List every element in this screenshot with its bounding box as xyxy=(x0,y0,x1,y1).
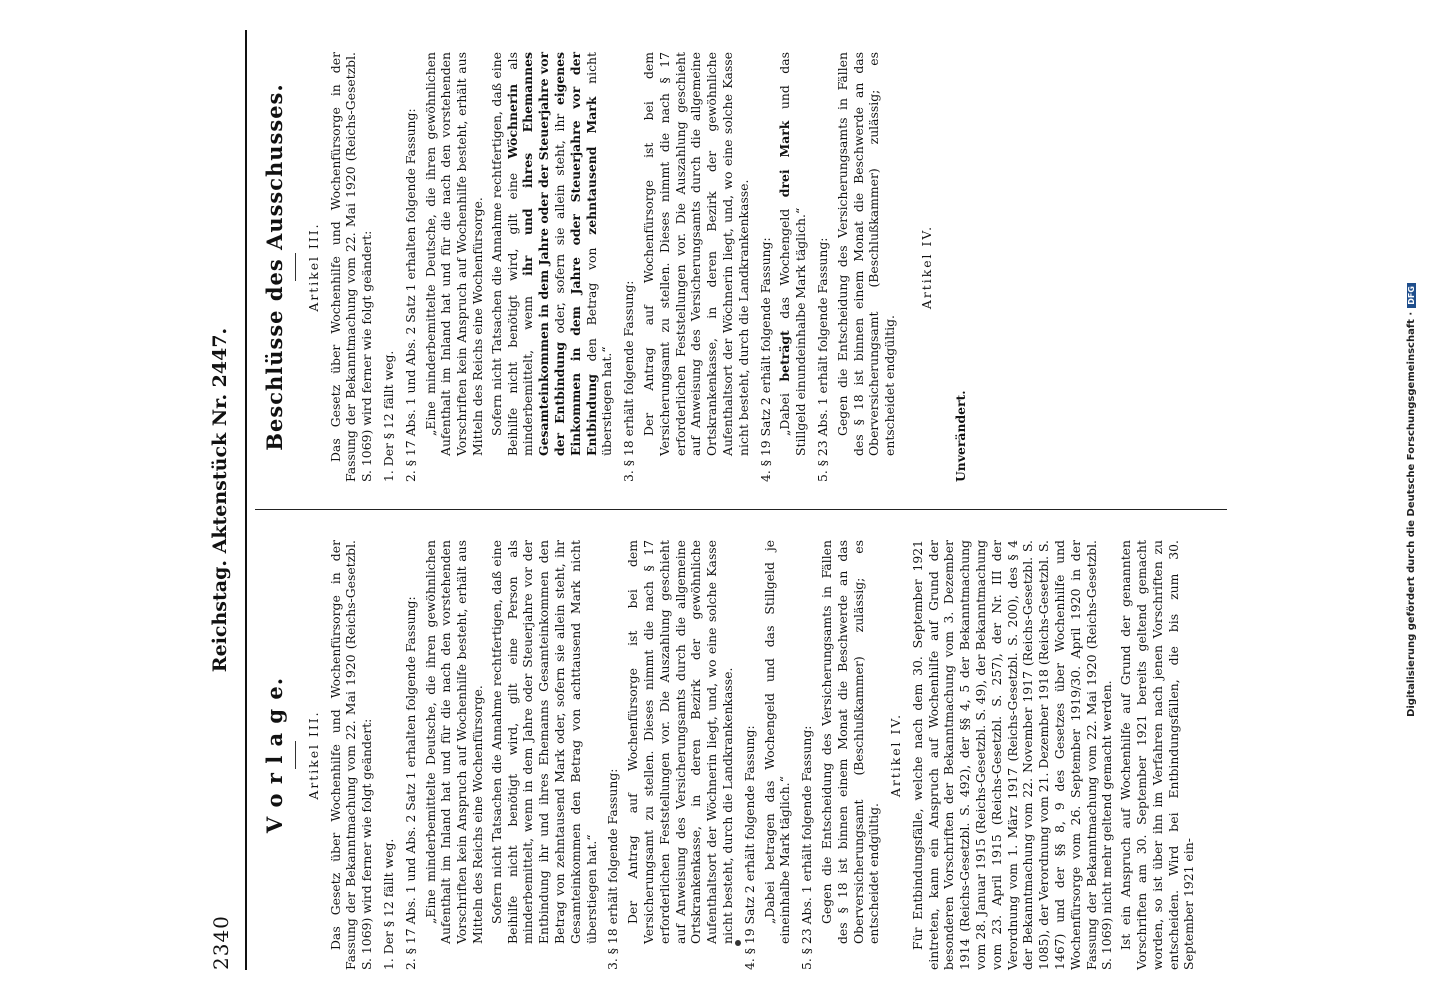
quote-text: nicht überstiegen hat.“ xyxy=(583,52,615,456)
page-header xyxy=(207,30,241,970)
left-article-4-paragraph-2: Ist ein Anspruch auf Wochenhilfe auf Grund der genannten Vorschriften am 30. September 1921 bereits geltend gemacht worden, so ist über ihn im Verfahren nach jenen Vorschriften zu entscheiden. Wird bei Entbindungsfällen, die bis zum 30. September 1921 ein- xyxy=(1118,540,1197,970)
left-article-3-intro: Das Gesetz über Wochenhilfe und Wochenfürsorge in der Fassung der Bekanntmachung vom 22. Mai 1920 (Reichs-Gesetzbl. S. 1069) wird ferner wie folgt geändert: xyxy=(327,540,375,970)
dfg-logo: DFG xyxy=(1407,283,1416,308)
left-item-2: 2. § 17 Abs. 1 und Abs. 2 Satz 1 erhalten folgende Fassung: xyxy=(402,596,418,970)
left-item-1: 1. Der § 12 fällt weg. xyxy=(380,838,396,970)
right-column-title: Beschlüsse des Ausschusses. xyxy=(262,83,287,451)
quote-text: das Wochengeld xyxy=(777,197,793,331)
column-divider xyxy=(255,509,1227,510)
right-quote-3: Der Antrag auf Wochenfürsorge ist bei dem Versicherungsamt zu stellen. Dieses nimmt die nach § 17 erforderlichen Feststellungen vor. Die Auszahlung geschieht auf Anweisung des Versicherungsamts durch die allgemeine Ortskrankenkasse, in deren Bezirk der gewöhnliche Aufenthaltsort der Wöchnerin liegt, und, wo eine solche Kasse nicht besteht, durch die Landkrankenkasse. xyxy=(640,52,751,456)
right-quote-4 xyxy=(777,52,809,482)
right-item-5: 5. § 23 Abs. 1 erhält folgende Fassung: xyxy=(814,237,830,482)
running-title: Reichstag. Aktenstück Nr. 2447. xyxy=(209,327,231,673)
emphasis-text: beträgt xyxy=(777,330,793,382)
quote-text: oder, sofern sie allein steht, ihr xyxy=(551,105,567,342)
emphasis-text: Wöchnerin xyxy=(504,83,520,159)
left-quote-3: Der Antrag auf Wochenfürsorge ist bei dem Versicherungsamt zu stellen. Dieses nimmt die nach § 17 erforderlichen Feststellungen vor. Die Auszahlung geschieht auf Anweisung des Versicherungsamts durch die allgemeine Ortskrankenkasse, in deren Bezirk der gewöhnliche Aufenthaltsort der Wöchnerin liegt, und, wo eine solche Kasse nicht besteht, durch die Landkrankenkasse. xyxy=(625,540,735,944)
credit-text: Digitalisierung gefördert durch die Deutsche Forschungsgemeinschaft · xyxy=(1406,311,1417,717)
emphasis-text: zehntausend Mark xyxy=(583,96,599,235)
quote-text: den Betrag von xyxy=(583,234,599,375)
right-quote-1: „Eine minderbemittelte Deutsche, die ihren gewöhnlichen Aufenthalt im Inland hat und für die nach den vorstehenden Vorschriften kein Anspruch auf Wochenhilfe besteht, erhält aus Mitteln des Reichs eine Wochenfürsorge. xyxy=(422,52,485,456)
quote-text: Sofern nicht Tatsachen die Annahme rechtfertigen, daß eine Beihilfe nicht benötigt wird, gilt eine xyxy=(488,52,520,456)
title-separator xyxy=(295,253,296,281)
header-rule xyxy=(245,30,247,970)
left-article-4-paragraph-1: Für Entbindungsfälle, welche nach dem 30. September 1921 eintreten, kann ein Anspruch auf Wochenhilfe auf Grund der besonderen Vorschriften der Bekanntmachung vom 3. Dezember 1914 (Reichs-Gesetzbl. S. 492), der §§ 4, 5 der Bekanntmachung vom 28. Januar 1915 (Reichs-Gesetzbl. S. 49), der Bekanntmachung vom 23. April 1915 (Reichs-Gesetzbl. S. 257), der Nr. III der Verordnung vom 1. März 1917 (Reichs-Gesetzbl. S. 200), des § 4 der Bekanntmachung vom 22. November 1917 (Reichs-Gesetzbl. S. 1085), der Verordnung vom 21. Dezember 1918 (Reichs-Gesetzbl. S. 1467) und der §§ 8, 9 des Gesetzes über Wochenhilfe und Wochenfürsorge vom 26. September 1919/30. April 1920 in der Fassung der Bekanntmachung vom 22. Mai 1920 (Reichs-Gesetzbl. S. 1069) nicht mehr geltend gemacht werden. xyxy=(909,540,1115,970)
left-article-4-heading: Artikel IV. xyxy=(888,712,904,798)
left-quote-2: Sofern nicht Tatsachen die Annahme rechtfertigen, daß eine Beihilfe nicht benötigt wird, gilt eine Person als minderbemittelt, wenn in dem Jahre oder Steuerjahre vor der Entbindung ihr und ihres Ehemanns Gesamteinkommen den Betrag von zehntausend Mark oder, sofern sie allein steht, ihr Gesamteinkommen den Betrag von achttausend Mark nicht überstiegen hat.“ xyxy=(488,540,599,944)
left-article-3-heading: Artikel III. xyxy=(305,710,321,800)
left-item-3: 3. § 18 erhält folgende Fassung: xyxy=(605,768,621,970)
right-quote-2 xyxy=(489,52,615,482)
right-item-2: 2. § 17 Abs. 1 und Abs. 2 Satz 1 erhalten folgende Fassung: xyxy=(402,108,418,482)
left-quote-5: Gegen die Entscheidung des Versicherungsamts in Fällen des § 18 ist binnen einem Monat die Beschwerde an das Oberversicherungsamt (Beschlußkammer) zulässig; es entscheidet endgültig. xyxy=(818,540,882,944)
emphasis-text: drei Mark xyxy=(777,120,793,198)
right-item-1: 1. Der § 12 fällt weg. xyxy=(380,350,396,482)
digitization-credit xyxy=(1406,30,1422,970)
quote-text: „Dabei xyxy=(777,381,793,436)
emphasis-text: ihr und ihres Ehemannes Gesamteinkommen in dem Jahre oder der Steuerjahre vor der Entbindung xyxy=(520,52,567,456)
quote-text: und das Stillgeld einundeinhalbe Mark täglich.“ xyxy=(777,52,809,456)
left-item-5: 5. § 23 Abs. 1 erhält folgende Fassung: xyxy=(799,725,815,970)
left-quote-1: „Eine minderbemittelte Deutsche, die ihren gewöhnlichen Aufenthalt im Inland hat und für die nach den vorstehenden Vorschriften kein Anspruch auf Wochenhilfe besteht, erhält aus Mitteln des Reichs eine Wochenfürsorge. xyxy=(422,540,485,944)
title-separator xyxy=(295,741,296,769)
right-column xyxy=(263,52,971,482)
left-item-4: 4. § 19 Satz 2 erhält folgende Fassung: xyxy=(741,725,757,970)
right-article-4-text: Unverändert. xyxy=(952,390,968,482)
right-item-3: 3. § 18 erhält folgende Fassung: xyxy=(621,280,637,482)
left-quote-4: „Dabei betragen das Wochengeld und das Stillgeld je eineinhalbe Mark täglich.“ xyxy=(761,540,793,944)
page-number: 2340 xyxy=(209,915,233,970)
left-column-title: V o r l a g e. xyxy=(262,676,287,834)
right-quote-5: Gegen die Entscheidung des Versicherungsamts in Fällen des § 18 ist binnen einem Monat die Beschwerde an das Oberversicherungsamt (Beschlußkammer) zulässig; es entscheidet endgültig. xyxy=(834,52,898,456)
page-mark-dot xyxy=(735,940,741,946)
right-article-4-heading: Artikel IV. xyxy=(918,224,934,310)
right-article-3-intro: Das Gesetz über Wochenhilfe und Wochenfürsorge in der Fassung der Bekanntmachung vom 22. Mai 1920 (Reichs-Gesetzbl. S. 1069) wird ferner wie folgt geändert: xyxy=(327,52,375,482)
left-column xyxy=(263,540,1200,970)
right-article-3-heading: Artikel III. xyxy=(305,222,321,312)
document-page xyxy=(207,30,1227,970)
emphasis-text: eigenes Einkommen in dem Jahre oder Steuerjahre vor der Entbindung xyxy=(551,52,599,456)
quote-text: als minderbemittelt, wenn xyxy=(504,52,536,456)
right-item-4: 4. § 19 Satz 2 erhält folgende Fassung: xyxy=(757,237,773,482)
